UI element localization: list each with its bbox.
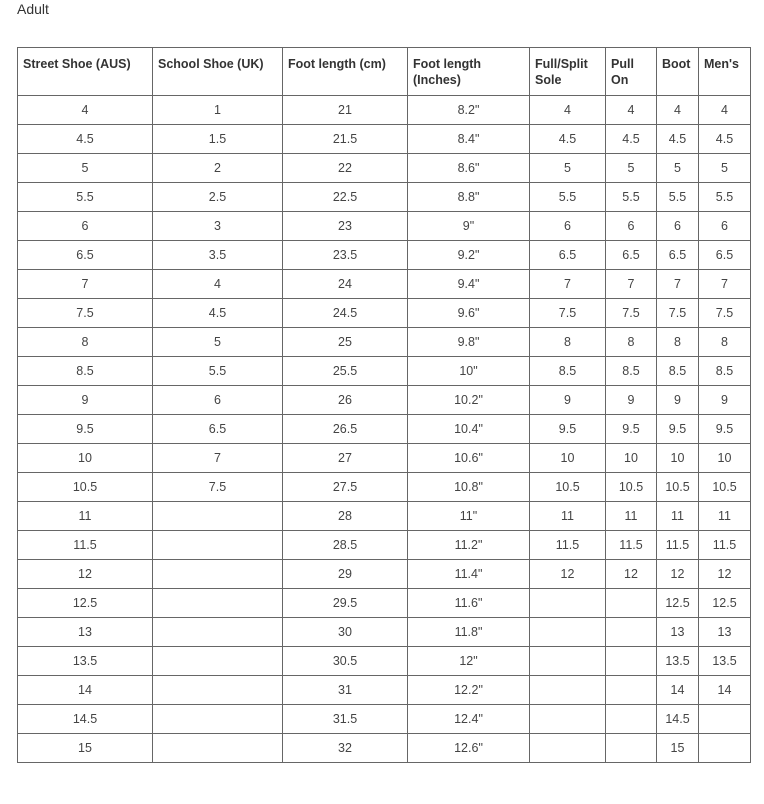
school-shoe-cell: 2 (153, 154, 283, 183)
foot-length-inches-cell: 10.2" (408, 386, 530, 415)
school-shoe-cell (153, 502, 283, 531)
pull-on-cell: 12 (606, 560, 657, 589)
table-row (18, 415, 751, 444)
school-shoe-cell: 1.5 (153, 125, 283, 154)
street-shoe-cell: 4 (18, 96, 153, 125)
column-header-full-split-sole: Full/Split Sole (530, 48, 606, 96)
full-split-sole-cell: 8.5 (530, 357, 606, 386)
pull-on-cell (606, 647, 657, 676)
boot-cell: 13.5 (657, 647, 699, 676)
foot-length-inches-cell: 11" (408, 502, 530, 531)
foot-length-cm-cell: 28 (283, 502, 408, 531)
full-split-sole-cell: 8 (530, 328, 606, 357)
boot-cell: 4.5 (657, 125, 699, 154)
boot-cell: 8.5 (657, 357, 699, 386)
street-shoe-cell: 6.5 (18, 241, 153, 270)
foot-length-inches-cell: 9.2" (408, 241, 530, 270)
table-row (18, 270, 751, 299)
street-shoe-cell: 9.5 (18, 415, 153, 444)
school-shoe-cell: 6 (153, 386, 283, 415)
foot-length-cm-cell: 31.5 (283, 705, 408, 734)
foot-length-cm-cell: 22.5 (283, 183, 408, 212)
table-row (18, 502, 751, 531)
mens-cell: 10.5 (699, 473, 751, 502)
full-split-sole-cell (530, 589, 606, 618)
foot-length-cm-cell: 26 (283, 386, 408, 415)
pull-on-cell: 11.5 (606, 531, 657, 560)
street-shoe-cell: 14 (18, 676, 153, 705)
header-row (18, 48, 751, 96)
foot-length-inches-cell: 9" (408, 212, 530, 241)
pull-on-cell: 8.5 (606, 357, 657, 386)
foot-length-inches-cell: 10.4" (408, 415, 530, 444)
table-row (18, 618, 751, 647)
school-shoe-cell: 3.5 (153, 241, 283, 270)
pull-on-cell: 8 (606, 328, 657, 357)
foot-length-cm-cell: 23.5 (283, 241, 408, 270)
full-split-sole-cell: 10 (530, 444, 606, 473)
table-row (18, 676, 751, 705)
table-row (18, 560, 751, 589)
school-shoe-cell (153, 647, 283, 676)
boot-cell: 12 (657, 560, 699, 589)
boot-cell: 7.5 (657, 299, 699, 328)
full-split-sole-cell: 4.5 (530, 125, 606, 154)
mens-cell: 5.5 (699, 183, 751, 212)
street-shoe-cell: 10 (18, 444, 153, 473)
school-shoe-cell: 3 (153, 212, 283, 241)
foot-length-inches-cell: 11.4" (408, 560, 530, 589)
mens-cell: 9.5 (699, 415, 751, 444)
street-shoe-cell: 7.5 (18, 299, 153, 328)
full-split-sole-cell: 12 (530, 560, 606, 589)
foot-length-inches-cell: 8.6" (408, 154, 530, 183)
full-split-sole-cell: 6.5 (530, 241, 606, 270)
full-split-sole-cell (530, 647, 606, 676)
table-body (18, 96, 751, 763)
mens-cell: 8.5 (699, 357, 751, 386)
boot-cell: 4 (657, 96, 699, 125)
pull-on-cell: 4.5 (606, 125, 657, 154)
table-row (18, 125, 751, 154)
column-header-mens: Men's (699, 48, 751, 96)
school-shoe-cell (153, 589, 283, 618)
foot-length-inches-cell: 12" (408, 647, 530, 676)
foot-length-cm-cell: 27 (283, 444, 408, 473)
pull-on-cell: 10.5 (606, 473, 657, 502)
boot-cell: 8 (657, 328, 699, 357)
school-shoe-cell (153, 734, 283, 763)
full-split-sole-cell: 5.5 (530, 183, 606, 212)
street-shoe-cell: 8.5 (18, 357, 153, 386)
table-row (18, 705, 751, 734)
foot-length-inches-cell: 9.6" (408, 299, 530, 328)
mens-cell: 10 (699, 444, 751, 473)
boot-cell: 12.5 (657, 589, 699, 618)
mens-cell: 4 (699, 96, 751, 125)
school-shoe-cell (153, 618, 283, 647)
foot-length-cm-cell: 23 (283, 212, 408, 241)
street-shoe-cell: 12.5 (18, 589, 153, 618)
school-shoe-cell: 2.5 (153, 183, 283, 212)
school-shoe-cell: 5.5 (153, 357, 283, 386)
table-row (18, 357, 751, 386)
boot-cell: 11.5 (657, 531, 699, 560)
full-split-sole-cell (530, 676, 606, 705)
boot-cell: 5.5 (657, 183, 699, 212)
pull-on-cell (606, 705, 657, 734)
foot-length-inches-cell: 12.4" (408, 705, 530, 734)
pull-on-cell: 9.5 (606, 415, 657, 444)
foot-length-cm-cell: 29 (283, 560, 408, 589)
foot-length-inches-cell: 11.8" (408, 618, 530, 647)
boot-cell: 5 (657, 154, 699, 183)
school-shoe-cell (153, 531, 283, 560)
foot-length-cm-cell: 27.5 (283, 473, 408, 502)
table-row (18, 154, 751, 183)
column-header-street-shoe: Street Shoe (AUS) (18, 48, 153, 96)
foot-length-inches-cell: 10.8" (408, 473, 530, 502)
full-split-sole-cell (530, 705, 606, 734)
pull-on-cell (606, 618, 657, 647)
mens-cell: 5 (699, 154, 751, 183)
boot-cell: 13 (657, 618, 699, 647)
boot-cell: 14 (657, 676, 699, 705)
table-row (18, 96, 751, 125)
street-shoe-cell: 12 (18, 560, 153, 589)
size-chart-table (17, 47, 751, 763)
table-row (18, 328, 751, 357)
foot-length-cm-cell: 25 (283, 328, 408, 357)
pull-on-cell: 6.5 (606, 241, 657, 270)
foot-length-cm-cell: 21.5 (283, 125, 408, 154)
street-shoe-cell: 8 (18, 328, 153, 357)
pull-on-cell: 11 (606, 502, 657, 531)
street-shoe-cell: 15 (18, 734, 153, 763)
table-row (18, 444, 751, 473)
school-shoe-cell: 4.5 (153, 299, 283, 328)
boot-cell: 7 (657, 270, 699, 299)
mens-cell: 11.5 (699, 531, 751, 560)
foot-length-cm-cell: 24 (283, 270, 408, 299)
street-shoe-cell: 9 (18, 386, 153, 415)
full-split-sole-cell: 6 (530, 212, 606, 241)
school-shoe-cell: 5 (153, 328, 283, 357)
foot-length-inches-cell: 8.2" (408, 96, 530, 125)
pull-on-cell: 9 (606, 386, 657, 415)
full-split-sole-cell (530, 618, 606, 647)
page-title: Adult (17, 1, 49, 17)
mens-cell: 8 (699, 328, 751, 357)
mens-cell: 6.5 (699, 241, 751, 270)
full-split-sole-cell: 9.5 (530, 415, 606, 444)
mens-cell: 11 (699, 502, 751, 531)
mens-cell: 7 (699, 270, 751, 299)
school-shoe-cell: 1 (153, 96, 283, 125)
foot-length-cm-cell: 30 (283, 618, 408, 647)
full-split-sole-cell (530, 734, 606, 763)
table-row (18, 473, 751, 502)
boot-cell: 9.5 (657, 415, 699, 444)
boot-cell: 10.5 (657, 473, 699, 502)
pull-on-cell: 6 (606, 212, 657, 241)
foot-length-inches-cell: 10.6" (408, 444, 530, 473)
column-header-boot: Boot (657, 48, 699, 96)
pull-on-cell: 5.5 (606, 183, 657, 212)
street-shoe-cell: 5.5 (18, 183, 153, 212)
school-shoe-cell (153, 705, 283, 734)
mens-cell: 7.5 (699, 299, 751, 328)
street-shoe-cell: 11 (18, 502, 153, 531)
pull-on-cell (606, 589, 657, 618)
foot-length-cm-cell: 29.5 (283, 589, 408, 618)
mens-cell: 4.5 (699, 125, 751, 154)
school-shoe-cell: 7 (153, 444, 283, 473)
foot-length-inches-cell: 10" (408, 357, 530, 386)
mens-cell: 12 (699, 560, 751, 589)
school-shoe-cell: 7.5 (153, 473, 283, 502)
street-shoe-cell: 4.5 (18, 125, 153, 154)
mens-cell: 14 (699, 676, 751, 705)
foot-length-inches-cell: 9.4" (408, 270, 530, 299)
foot-length-inches-cell: 11.6" (408, 589, 530, 618)
table-row (18, 183, 751, 212)
full-split-sole-cell: 9 (530, 386, 606, 415)
mens-cell (699, 705, 751, 734)
street-shoe-cell: 11.5 (18, 531, 153, 560)
full-split-sole-cell: 5 (530, 154, 606, 183)
foot-length-inches-cell: 12.2" (408, 676, 530, 705)
table-row (18, 734, 751, 763)
pull-on-cell (606, 734, 657, 763)
foot-length-inches-cell: 11.2" (408, 531, 530, 560)
mens-cell: 12.5 (699, 589, 751, 618)
column-header-foot-length-cm: Foot length (cm) (283, 48, 408, 96)
table-row (18, 647, 751, 676)
street-shoe-cell: 14.5 (18, 705, 153, 734)
full-split-sole-cell: 7.5 (530, 299, 606, 328)
school-shoe-cell: 6.5 (153, 415, 283, 444)
table-row (18, 589, 751, 618)
foot-length-inches-cell: 8.8" (408, 183, 530, 212)
foot-length-inches-cell: 8.4" (408, 125, 530, 154)
foot-length-cm-cell: 22 (283, 154, 408, 183)
street-shoe-cell: 5 (18, 154, 153, 183)
column-header-school-shoe: School Shoe (UK) (153, 48, 283, 96)
street-shoe-cell: 13.5 (18, 647, 153, 676)
table-row (18, 241, 751, 270)
boot-cell: 10 (657, 444, 699, 473)
foot-length-inches-cell: 9.8" (408, 328, 530, 357)
full-split-sole-cell: 10.5 (530, 473, 606, 502)
foot-length-inches-cell: 12.6" (408, 734, 530, 763)
foot-length-cm-cell: 32 (283, 734, 408, 763)
pull-on-cell: 5 (606, 154, 657, 183)
street-shoe-cell: 6 (18, 212, 153, 241)
column-header-foot-length-inches: Foot length (Inches) (408, 48, 530, 96)
foot-length-cm-cell: 26.5 (283, 415, 408, 444)
boot-cell: 11 (657, 502, 699, 531)
mens-cell (699, 734, 751, 763)
mens-cell: 9 (699, 386, 751, 415)
mens-cell: 13 (699, 618, 751, 647)
foot-length-cm-cell: 30.5 (283, 647, 408, 676)
boot-cell: 14.5 (657, 705, 699, 734)
boot-cell: 15 (657, 734, 699, 763)
pull-on-cell: 7 (606, 270, 657, 299)
foot-length-cm-cell: 25.5 (283, 357, 408, 386)
column-header-pull-on: Pull On (606, 48, 657, 96)
pull-on-cell (606, 676, 657, 705)
foot-length-cm-cell: 21 (283, 96, 408, 125)
table-row (18, 212, 751, 241)
foot-length-cm-cell: 28.5 (283, 531, 408, 560)
boot-cell: 9 (657, 386, 699, 415)
school-shoe-cell (153, 560, 283, 589)
school-shoe-cell (153, 676, 283, 705)
pull-on-cell: 10 (606, 444, 657, 473)
mens-cell: 13.5 (699, 647, 751, 676)
table-row (18, 386, 751, 415)
mens-cell: 6 (699, 212, 751, 241)
street-shoe-cell: 10.5 (18, 473, 153, 502)
school-shoe-cell: 4 (153, 270, 283, 299)
full-split-sole-cell: 7 (530, 270, 606, 299)
street-shoe-cell: 7 (18, 270, 153, 299)
foot-length-cm-cell: 31 (283, 676, 408, 705)
foot-length-cm-cell: 24.5 (283, 299, 408, 328)
street-shoe-cell: 13 (18, 618, 153, 647)
pull-on-cell: 4 (606, 96, 657, 125)
full-split-sole-cell: 11 (530, 502, 606, 531)
table-row (18, 531, 751, 560)
pull-on-cell: 7.5 (606, 299, 657, 328)
boot-cell: 6 (657, 212, 699, 241)
full-split-sole-cell: 11.5 (530, 531, 606, 560)
full-split-sole-cell: 4 (530, 96, 606, 125)
table-row (18, 299, 751, 328)
boot-cell: 6.5 (657, 241, 699, 270)
